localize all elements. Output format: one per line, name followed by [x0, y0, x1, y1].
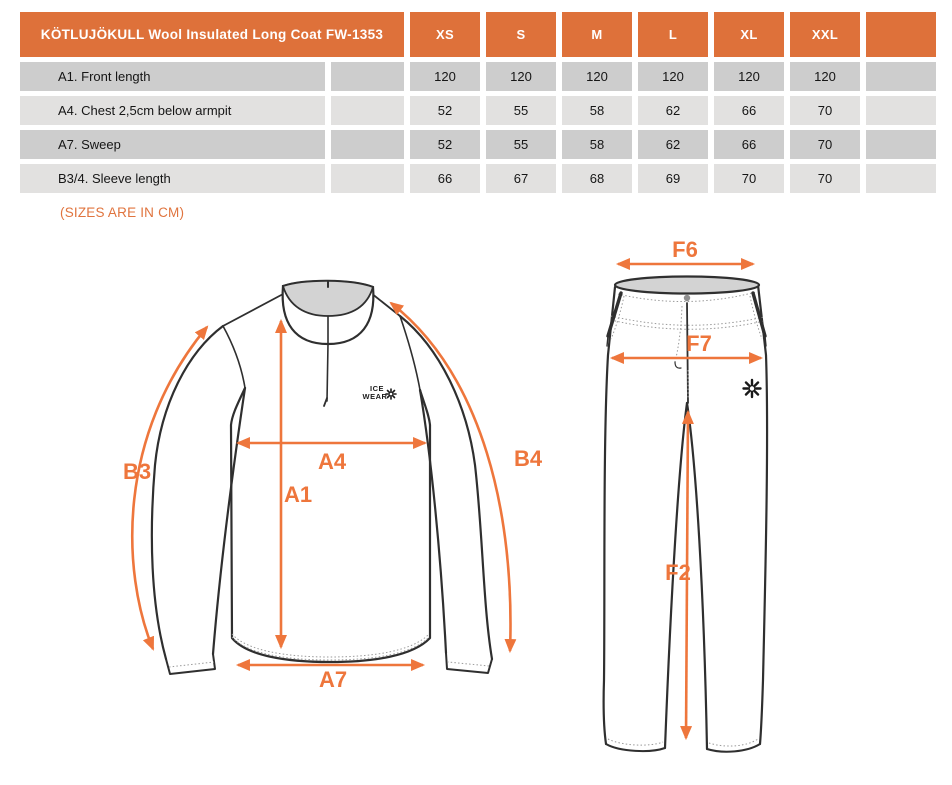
- pants-diagram: [575, 240, 875, 785]
- spacer-cell: [331, 62, 404, 91]
- row-label: B3/4. Sleeve length: [20, 164, 325, 193]
- size-table: [20, 12, 936, 193]
- measurement-value: 66: [714, 96, 784, 125]
- waist-button: [684, 295, 690, 301]
- b4-label: B4: [513, 446, 543, 471]
- measurement-value: 120: [714, 62, 784, 91]
- b4-arrow: [391, 303, 510, 651]
- a4-label: A4: [317, 449, 347, 474]
- a1-label: A1: [283, 482, 313, 507]
- size-column-header-m: M: [562, 12, 632, 57]
- trailing-cell: [866, 96, 936, 125]
- measurement-value: 58: [562, 130, 632, 159]
- a7-label: A7: [318, 667, 348, 692]
- measurement-value: 69: [638, 164, 708, 193]
- icewear-logo: [363, 384, 396, 401]
- size-column-header-xs: XS: [410, 12, 480, 57]
- spacer-cell: [331, 130, 404, 159]
- sweater-diagram: [95, 253, 545, 715]
- measurement-value: 67: [486, 164, 556, 193]
- measurement-value: 62: [638, 130, 708, 159]
- b3-arrow: [132, 327, 207, 649]
- trailing-cell: [866, 130, 936, 159]
- size-column-header-blank: [866, 12, 936, 57]
- row-label: A1. Front length: [20, 62, 325, 91]
- f6-label: F6: [672, 240, 698, 262]
- b3-label: B3: [122, 459, 152, 484]
- measurement-value: 62: [638, 96, 708, 125]
- measurement-value: 120: [790, 62, 860, 91]
- size-column-header-s: S: [486, 12, 556, 57]
- row-label: A4. Chest 2,5cm below armpit: [20, 96, 325, 125]
- row-label: A7. Sweep: [20, 130, 325, 159]
- sizes-unit-note: (SIZES ARE IN CM): [60, 205, 185, 220]
- measurement-value: 66: [714, 130, 784, 159]
- spacer-cell: [331, 164, 404, 193]
- trailing-cell: [866, 164, 936, 193]
- measurement-value: 70: [790, 164, 860, 193]
- sweater-body: [223, 293, 430, 662]
- measurement-value: 120: [638, 62, 708, 91]
- snowflake-icon: [386, 389, 396, 399]
- snowflake-icon: [744, 380, 761, 397]
- measurement-value: 58: [562, 96, 632, 125]
- measurement-value: 68: [562, 164, 632, 193]
- size-column-header-xl: XL: [714, 12, 784, 57]
- measurement-value: 70: [790, 96, 860, 125]
- measurement-value: 120: [410, 62, 480, 91]
- measurement-value: 55: [486, 130, 556, 159]
- measurement-value: 52: [410, 130, 480, 159]
- measurement-value: 52: [410, 96, 480, 125]
- size-column-header-l: L: [638, 12, 708, 57]
- table-title: KÖTLUJÖKULL Wool Insulated Long Coat FW-1353: [20, 12, 404, 57]
- f2-label: F2: [665, 560, 691, 585]
- measurement-value: 66: [410, 164, 480, 193]
- f7-label: F7: [686, 331, 712, 356]
- spacer-cell: [331, 96, 404, 125]
- sweater-right-sleeve: [400, 316, 492, 673]
- measurement-value: 120: [562, 62, 632, 91]
- logo-text-ice: ICE: [369, 384, 385, 393]
- size-column-header-xxl: XXL: [790, 12, 860, 57]
- logo-text-wear: WEAR: [362, 392, 388, 401]
- measurement-value: 70: [790, 130, 860, 159]
- trailing-cell: [866, 62, 936, 91]
- measurement-value: 55: [486, 96, 556, 125]
- measurement-value: 120: [486, 62, 556, 91]
- measurement-value: 70: [714, 164, 784, 193]
